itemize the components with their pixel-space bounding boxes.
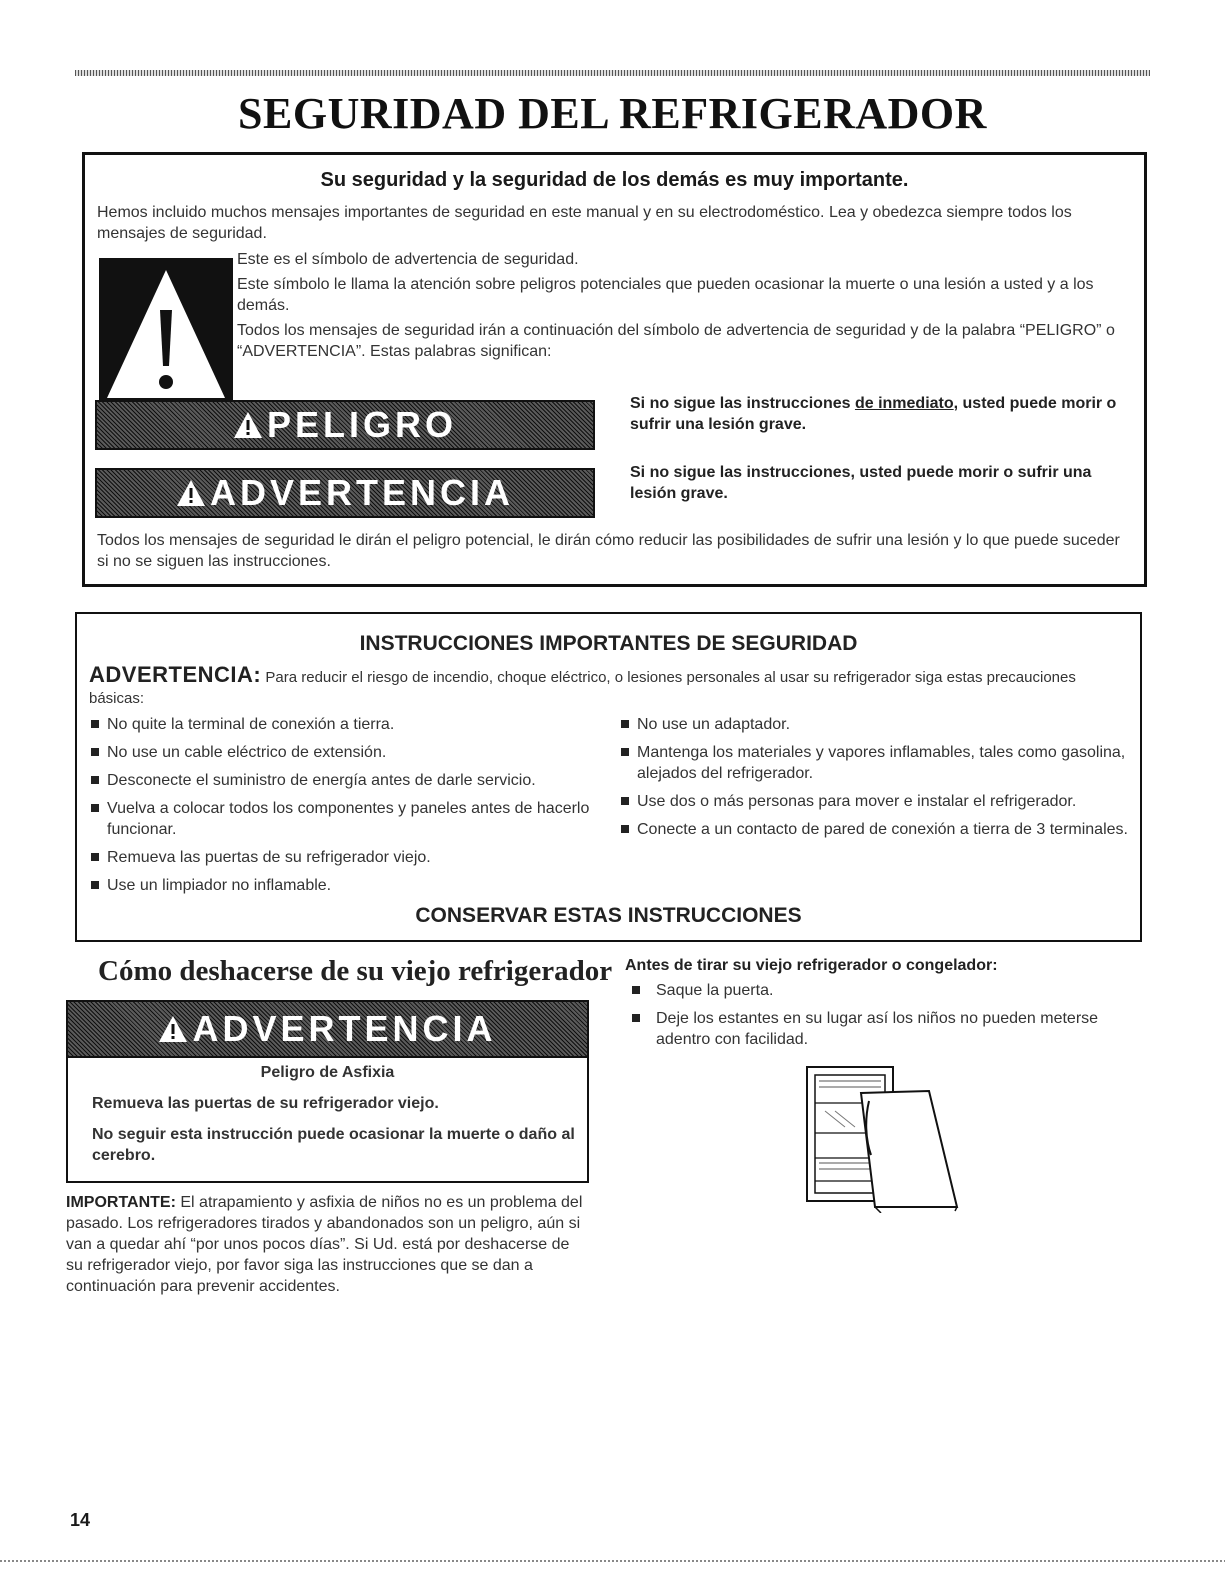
advertencia-word: ADVERTENCIA — [192, 1008, 497, 1049]
item-text: Deje los estantes en su lugar así los niños no pueden meterse adentro con facilidad. — [656, 1010, 1099, 1048]
bullet-icon — [91, 776, 99, 784]
important-text: El atrapamiento y asfixia de niños no es un problema del pasado. Los refrigeradores tirados y abandonados son un peligro, aún si van a quedar ahí “por unos pocos días”. Si Ud. está por deshacerse de su refrigerador viejo, por favor siga las instrucciones que se dan a continuación para prevenir accidentes. — [66, 1194, 583, 1295]
list-item — [87, 742, 597, 763]
instructions-box — [75, 612, 1142, 942]
list-item — [87, 798, 597, 840]
peligro-word: PELIGRO — [266, 404, 458, 445]
warning-triangle-icon — [233, 411, 263, 439]
advertencia-banner — [95, 468, 595, 518]
symbol-explanation — [237, 249, 1127, 366]
list-item — [628, 1008, 1148, 1050]
warning-triangle-icon — [158, 1015, 188, 1043]
bullet-icon — [91, 748, 99, 756]
page-number: 14 — [70, 1510, 91, 1530]
list-item — [87, 875, 597, 896]
hazard-instruction: Remueva las puertas de su refrigerador viejo. — [92, 1095, 439, 1112]
warning-triangle-icon — [176, 479, 206, 507]
instructions-heading: INSTRUCCIONES IMPORTANTES DE SEGURIDAD — [359, 632, 858, 655]
advertencia-word: ADVERTENCIA — [209, 472, 514, 513]
bottom-rule — [0, 1560, 1225, 1562]
advertencia-banner — [66, 1000, 589, 1058]
bullet-icon — [621, 797, 629, 805]
safety-footer: Todos los mensajes de seguridad le dirán el peligro potencial, le dirán cómo reducir las posibilidades de sufrir una lesión y lo que puede suceder si no se siguen las instrucciones. — [97, 532, 1120, 570]
item-text: Vuelva a colocar todos los componentes y paneles antes de hacerlo funcionar. — [107, 800, 590, 838]
important-paragraph — [66, 1192, 586, 1297]
item-text: Conecte a un contacto de pared de conexión a tierra de 3 terminales. — [637, 821, 1128, 838]
safety-intro: Hemos incluido muchos mensajes importantes de seguridad en este manual y en su electrodoméstico. Lea y obedezca siempre todos los mensajes de seguridad. — [97, 204, 1072, 242]
top-rule — [75, 70, 1150, 76]
bullet-icon — [621, 825, 629, 833]
refrigerator-illustration — [805, 1063, 965, 1218]
instructions-warning — [89, 664, 1129, 709]
advertencia-description: Si no sigue las instrucciones, usted puede morir o sufrir una lesión grave. — [630, 464, 1092, 502]
peligro-text-end: , usted puede morir o sufrir una lesión grave. — [630, 395, 1117, 433]
list-item — [617, 714, 1132, 735]
precautions-left — [87, 714, 597, 903]
list-item — [87, 847, 597, 868]
item-text: Use dos o más personas para mover e instalar el refrigerador. — [637, 793, 1077, 810]
peligro-description — [630, 393, 1120, 435]
item-text: Remueva las puertas de su refrigerador viejo. — [107, 849, 431, 866]
item-text: No use un cable eléctrico de extensión. — [107, 744, 387, 761]
list-item — [617, 819, 1132, 840]
bullet-icon — [632, 1014, 640, 1022]
bullet-icon — [621, 720, 629, 728]
item-text: No use un adaptador. — [637, 716, 791, 733]
instructions-footer: CONSERVAR ESTAS INSTRUCCIONES — [415, 904, 802, 927]
bullet-icon — [91, 853, 99, 861]
symbol-line: Este es el símbolo de advertencia de seguridad. — [237, 251, 579, 268]
hazard-consequence: No seguir esta instrucción puede ocasionar la muerte o daño al cerebro. — [92, 1126, 575, 1164]
safety-intro-box — [82, 152, 1147, 587]
item-text: Desconecte el suministro de energía antes de darle servicio. — [107, 772, 536, 789]
item-text: Saque la puerta. — [656, 982, 774, 999]
asphyxia-text — [68, 1062, 587, 1166]
before-disposal-list — [628, 980, 1148, 1057]
disposal-title: Cómo deshacerse de su viejo refrigerador — [98, 955, 613, 987]
warning-text: Para reducir el riesgo de incendio, choque eléctrico, o lesiones personales al usar su refrigerador siga estas precauciones básicas: — [89, 669, 1076, 707]
important-label: IMPORTANTE: — [66, 1194, 176, 1211]
item-text: Use un limpiador no inflamable. — [107, 877, 332, 894]
item-text: Mantenga los materiales y vapores inflamables, tales como gasolina, alejados del refrigerador. — [637, 744, 1126, 782]
list-item — [87, 714, 597, 735]
asphyxia-warning-box — [66, 1000, 589, 1183]
bullet-icon — [621, 748, 629, 756]
hazard-name: Peligro de Asfixia — [260, 1064, 395, 1081]
before-disposal-heading: Antes de tirar su viejo refrigerador o congelador: — [625, 957, 998, 974]
list-item — [87, 770, 597, 791]
list-item — [617, 791, 1132, 812]
symbol-line: Todos los mensajes de seguridad irán a continuación del símbolo de advertencia de seguridad y de la palabra “PELIGRO” o “ADVERTENCIA”. Estas palabras significan: — [237, 322, 1115, 360]
item-text: No quite la terminal de conexión a tierra. — [107, 716, 395, 733]
peligro-underlined: de inmediato — [854, 395, 954, 412]
bullet-icon — [91, 804, 99, 812]
bullet-icon — [91, 881, 99, 889]
safety-heading: Su seguridad y la seguridad de los demás es muy importante. — [320, 169, 909, 191]
bullet-icon — [91, 720, 99, 728]
warning-label: ADVERTENCIA: — [89, 662, 262, 687]
precautions-right — [617, 714, 1132, 847]
list-item — [617, 742, 1132, 784]
list-item — [628, 980, 1148, 1001]
bullet-icon — [632, 986, 640, 994]
page-title: SEGURIDAD DEL REFRIGERADOR — [238, 89, 987, 138]
symbol-line: Este símbolo le llama la atención sobre peligros potenciales que pueden ocasionar la muerte o una lesión a usted y a los demás. — [237, 276, 1094, 314]
peligro-text: Si no sigue las instrucciones — [630, 395, 855, 412]
peligro-banner — [95, 400, 595, 450]
safety-alert-symbol-icon — [99, 258, 233, 408]
